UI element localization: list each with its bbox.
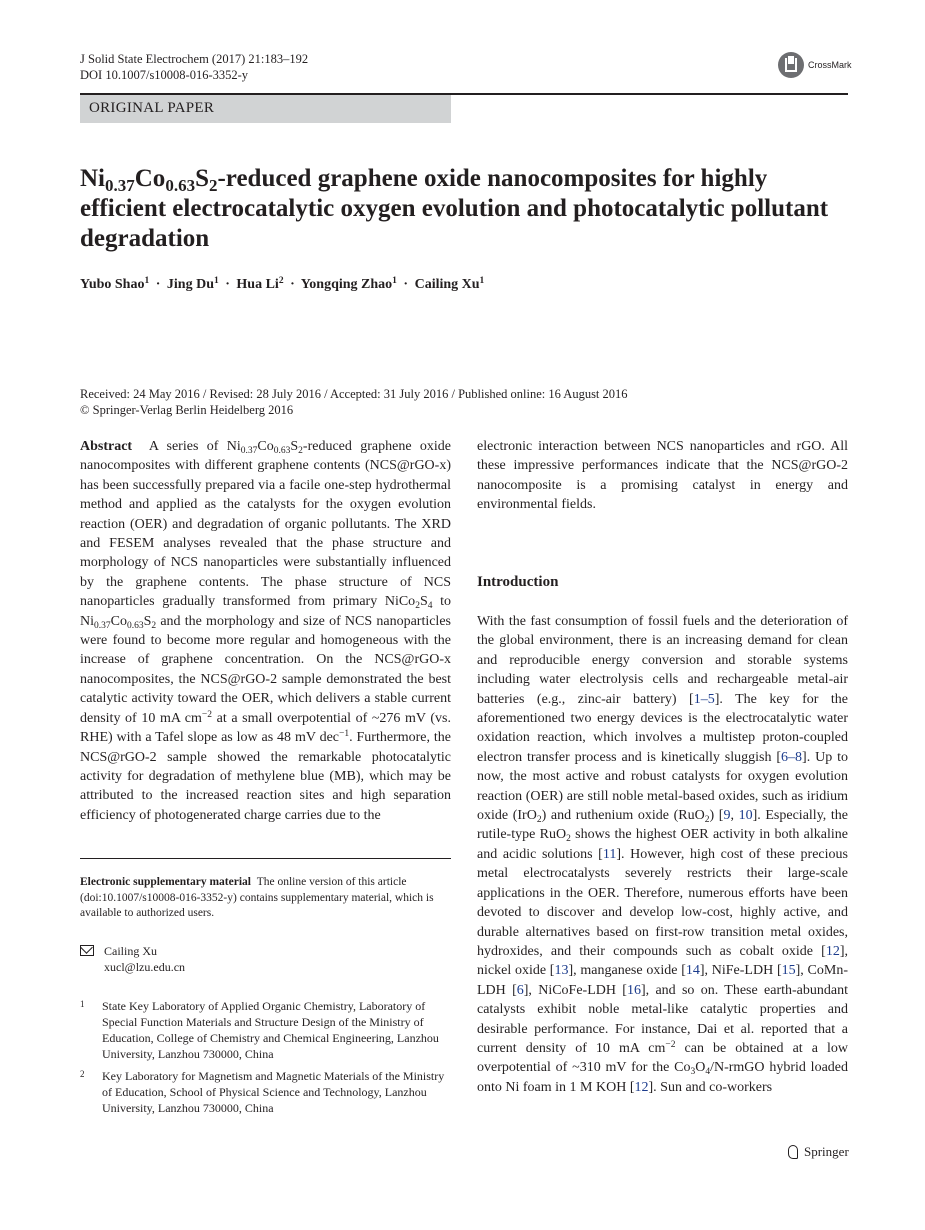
citation-link[interactable]: 10 <box>738 808 753 824</box>
section-banner-label: ORIGINAL PAPER <box>89 100 215 116</box>
author-name[interactable]: Jing Du <box>166 277 214 292</box>
paper-title: $Ni_{0.37}Co_{0.63}S_2$-reduced graphene oxide nanocomposites for highly efficient electrocatalytic oxygen evolution and photocatalytic pollutant degradation <box>80 165 829 252</box>
esm-label: Electronic supplementary material <box>80 876 251 888</box>
corresponding-name: Cailing Xu <box>104 944 157 958</box>
abstract-label: Abstract <box>80 439 133 454</box>
corresponding-author <box>80 943 185 975</box>
author-name[interactable]: Hua Li <box>236 277 279 292</box>
citation-link[interactable]: 12 <box>634 1079 649 1095</box>
journal-citation: J Solid State Electrochem (2017) 21:183–192 <box>80 52 309 66</box>
citation-link[interactable]: 13 <box>554 963 569 979</box>
citation-link[interactable]: 11 <box>602 846 617 862</box>
footnote-rule <box>80 858 451 859</box>
citation-link[interactable]: 14 <box>685 963 700 979</box>
journal-header <box>80 51 308 83</box>
history-dates: Received: 24 May 2016 / Revised: 28 July 2016 / Accepted: 31 July 2016 / Published online: 16 August 2016 <box>80 387 628 401</box>
citation-link[interactable]: 6 <box>516 982 524 998</box>
springer-horse-icon <box>787 1145 800 1160</box>
corresponding-email[interactable]: xucl@lzu.edu.cn <box>104 960 186 974</box>
citation-link[interactable]: 16 <box>626 982 641 998</box>
crossmark-icon <box>778 52 804 78</box>
citation-link[interactable]: 1–5 <box>693 691 715 707</box>
abstract-continued: electronic interaction between NCS nanoparticles and rGO. All these impressive performances indicate that the NCS@rGO-2 nanocomposite is a promising catalyst in energy and environmental fields. <box>477 439 848 513</box>
author-name[interactable]: Yubo Shao <box>80 277 145 292</box>
supplementary-note: Electronic supplementary material The online version of this article (doi:10.1007/s10008-016-3352-y) contains supplementary material, which is available to authorized users. <box>80 876 434 919</box>
copyright-line: © Springer-Verlag Berlin Heidelberg 2016 <box>80 403 294 417</box>
section-banner <box>80 95 451 123</box>
abstract-body: Abstract A series of $Ni_{0.37}Co_{0.63}S_2$-reduced graphene oxide nanocomposites with different graphene contents (NCS@rGO-x) has been successfully prepared via a facile one-step hydrothermal method and applied as the catalysts for the oxygen evolution reaction (OER) and degradation of organic pollutants. The XRD and FESEM analyses revealed that the phase structure and morphology of NCS nanoparticles were substantially influenced by the graphene contents. The phase structure of NCS nanoparticles gradually transformed from primary $NiCo_2S_4$ to $Ni_{0.37}Co_{0.63}S_2$ and the morphology and size of NCS nanoparticles were found to become more regular and homogeneous with the increase of graphene concentration. On the NCS@rGO-x nanocomposites, the NCS@rGO-2 sample demonstrated the best catalytic activity toward the OER, which delivers a stable current density of 10 mA $cm^{-2}$ at a small overpotential of ~276 mV (vs. RHE) with a Tafel slope as low as 48 mV dec$^{-1}$. Furthermore, the NCS@rGO-2 sample showed the remarkable photocatalytic activity for degradation of methylene blue (MB), which may be attributed to the increased reaction sites and high separation efficiency of photogenerated charge carries due to the <box>80 439 452 823</box>
citation-link[interactable]: 9 <box>723 808 731 824</box>
author-name[interactable]: Cailing Xu <box>414 277 480 292</box>
author-name[interactable]: Yongqing Zhao <box>300 277 393 292</box>
author-list: Yubo Shao$^1$ · Jing Du$^1$ · Hua Li$^2$ · Yongqing Zhao$^1$ · Cailing Xu$^1$ <box>80 276 485 292</box>
publisher-name: Springer <box>804 1144 849 1159</box>
affiliation-1: 1 State Key Laboratory of Applied Organic Chemistry, Laboratory of Special Function Materials and Structure Design of the Ministry of Education, College of Chemistry and Chemical Engineering, Lanzhou University, Lanzhou 730000, China <box>80 999 439 1061</box>
crossmark-badge[interactable] <box>778 52 852 78</box>
affiliation-2: 2 Key Laboratory for Magnetism and Magnetic Materials of the Ministry of Education, School of Physical Science and Technology, Lanzhou University, Lanzhou 730000, China <box>80 1069 445 1115</box>
crossmark-label: CrossMark <box>808 60 852 70</box>
publisher-logo <box>787 1144 849 1160</box>
citation-link[interactable]: 6–8 <box>781 749 803 765</box>
introduction-heading: Introduction <box>477 574 559 590</box>
doi-line: DOI 10.1007/s10008-016-3352-y <box>80 68 249 82</box>
publication-dates <box>80 386 628 418</box>
envelope-icon <box>80 945 94 956</box>
citation-link[interactable]: 12 <box>825 943 840 959</box>
introduction-body: With the fast consumption of fossil fuels and the deterioration of the global environment, there is an increasing demand for clean and reproducible energy conversion and storable systems including water electrolysis cells and rechargeable metal-air batteries (e.g., zinc-air battery) [1–5]. The key for the aforementioned two energy devices is the electrocatalytic water oxidation reaction, which involves a multistep proton-coupled electron transfer process and is kinetically sluggish [6–8]. Up to now, the most active and robust catalysts for oxygen evolution reaction (OER) are still noble metal-based oxides, such as iridium oxide (IrO$_2$) and ruthenium oxide (RuO$_2$) [9, 10]. Especially, the rutile-type RuO$_2$ shows the highest OER activity in both alkaline and acidic solutions [11]. However, high cost of these precious metal electrocatalysts severely restricts their large-scale applications in the OER. Therefore, numerous efforts have been devoted to discover and develop low-cost, highly active, and durable alternatives based on first-row transition metal oxides, hydroxides, and their compounds such as cobalt oxide [12], nickel oxide [13], manganese oxide [14], NiFe-LDH [15], CoMn-LDH [6], NiCoFe-LDH [16], and so on. These earth-abundant catalysts exhibit noble metal-like catalytic properties and desirable performance. For instance, Dai et al. reported that a current density of 10 mA $cm^{-2}$ can be obtained at a low overpotential of ~310 mV for the $Co_3O_4/N$-rmGO hybrid loaded onto Ni foam in 1 M KOH [12]. Sun and co-workers <box>477 614 849 1095</box>
citation-link[interactable]: 15 <box>781 963 796 979</box>
